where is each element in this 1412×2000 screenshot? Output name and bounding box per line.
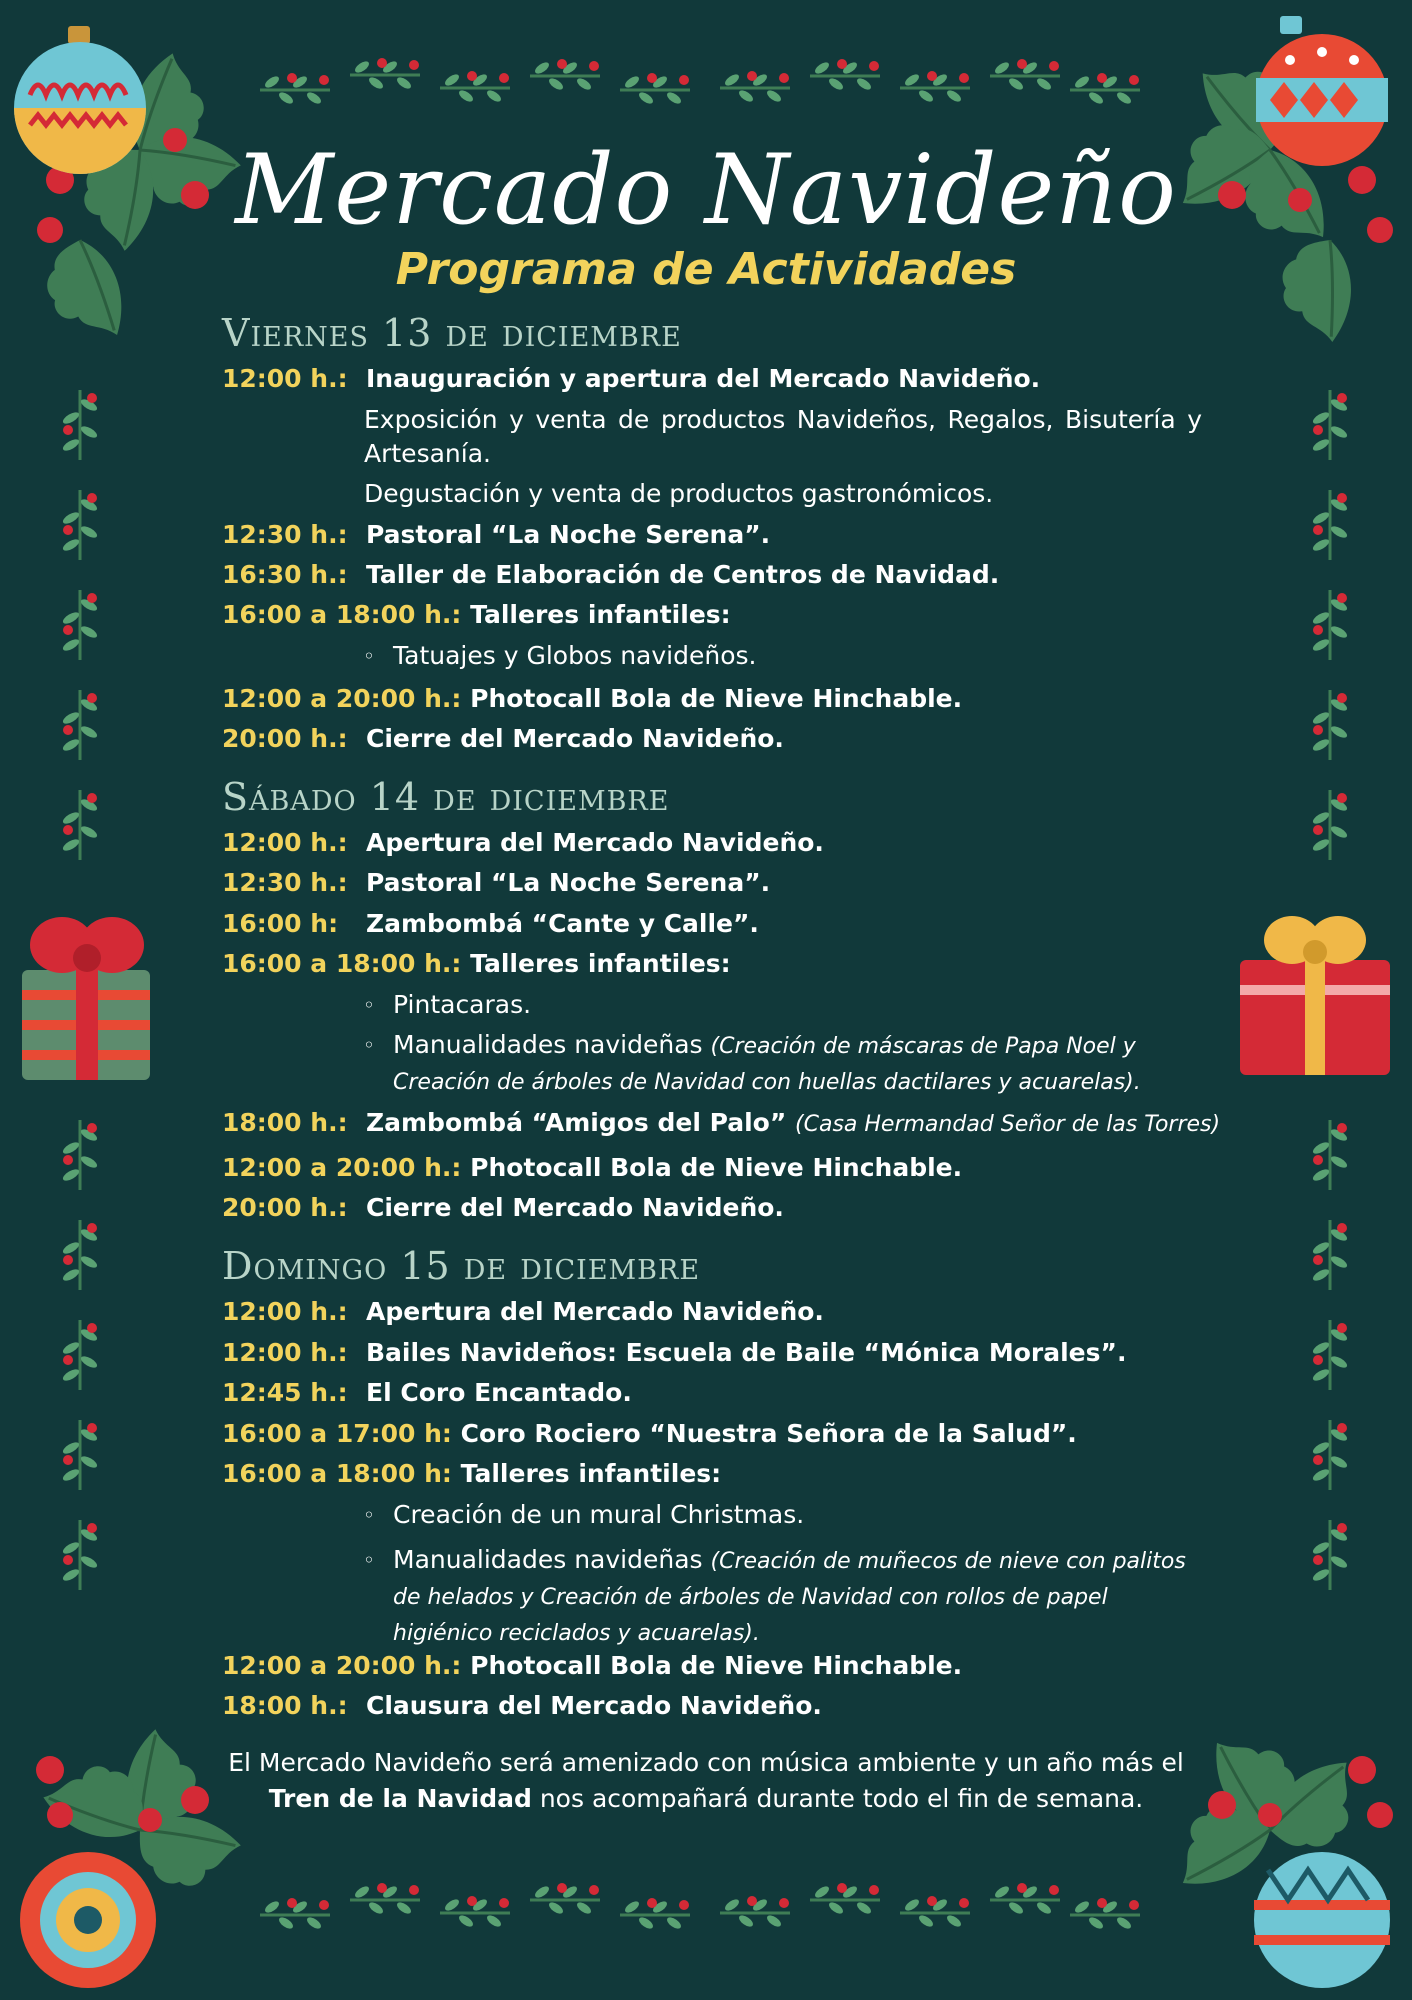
- event-text: Zambombá “Cante y Calle”.: [366, 909, 759, 938]
- event-text: Pastoral “La Noche Serena”.: [366, 868, 771, 897]
- bullet-text: Creación de un mural Christmas.: [393, 1500, 805, 1529]
- event-time: 20:00 h.:: [222, 724, 348, 753]
- event-description: Exposición y venta de productos Navideños, Regalos, Bisutería y Artesanía.: [364, 405, 1202, 468]
- schedule-row: [222, 1191, 1202, 1225]
- bullet-icon: ◦: [363, 1503, 375, 1527]
- event-text: Coro Rociero “Nuestra Señora de la Salud”.: [460, 1419, 1077, 1448]
- event-time: 18:00 h.:: [222, 1108, 348, 1137]
- list-item: [363, 1028, 1203, 1100]
- event-text: Talleres infantiles:: [470, 600, 731, 629]
- schedule-row: [222, 826, 1202, 860]
- event-time: 12:00 h.:: [222, 1338, 348, 1367]
- event-time: 20:00 h.:: [222, 1193, 348, 1222]
- event-time: 16:30 h.:: [222, 560, 348, 589]
- schedule-row: [222, 1151, 1202, 1185]
- schedule-row: [222, 947, 1202, 981]
- footer-highlight: Tren de la Navidad: [268, 1784, 532, 1813]
- event-text: Cierre del Mercado Navideño.: [366, 724, 784, 753]
- event-text: Pastoral “La Noche Serena”.: [366, 520, 771, 549]
- schedule-row: [222, 1417, 1202, 1451]
- event-text: Photocall Bola de Nieve Hinchable.: [470, 684, 963, 713]
- schedule-row: [222, 1457, 1202, 1491]
- bullet-icon: ◦: [363, 1548, 375, 1572]
- schedule-row: [222, 722, 1202, 756]
- list-item: [363, 639, 1203, 673]
- schedule-row: [222, 866, 1202, 900]
- event-time: 18:00 h.:: [222, 1691, 348, 1720]
- schedule-row: [222, 598, 1202, 632]
- event-text: Taller de Elaboración de Centros de Navidad.: [366, 560, 1000, 589]
- event-text: Bailes Navideños: Escuela de Baile “Mónica Morales”.: [366, 1338, 1127, 1367]
- day-heading-viernes: Viernes 13 de diciembre: [222, 311, 682, 355]
- event-note: (Casa Hermandad Señor de las Torres): [795, 1112, 1221, 1137]
- page-subtitle: Programa de Actividades: [395, 244, 1017, 295]
- event-time: 12:00 a 20:00 h.:: [222, 1153, 462, 1182]
- schedule-row: [222, 1295, 1202, 1329]
- gift-left-icon: [22, 917, 150, 1080]
- event-text: El Coro Encantado.: [366, 1378, 632, 1407]
- event-time: 16:00 a 17:00 h:: [222, 1419, 452, 1448]
- event-time: 12:00 a 20:00 h.:: [222, 1651, 462, 1680]
- event-text: Inauguración y apertura del Mercado Navideño.: [366, 364, 1041, 393]
- event-time: 12:45 h.:: [222, 1378, 348, 1407]
- bullet-icon: ◦: [363, 644, 375, 668]
- day-heading-domingo: Domingo 15 de diciembre: [222, 1244, 701, 1288]
- ornament-bottom-left-icon: [20, 1852, 156, 1988]
- ornament-bottom-right-icon: [1254, 1852, 1390, 1988]
- bullet-icon: ◦: [363, 993, 375, 1017]
- schedule-row: [222, 682, 1202, 716]
- footer-line-2: nos acompañará durante todo el fin de semana.: [539, 1784, 1144, 1813]
- event-text: Clausura del Mercado Navideño.: [366, 1691, 822, 1720]
- event-time: 16:00 h:: [222, 909, 339, 938]
- day-heading-sabado: Sábado 14 de diciembre: [222, 775, 670, 819]
- bullet-note: (Creación de muñecos de nieve con palitos de helados y Creación de árboles de Navidad con rollos de papel higiénico reciclados y acuarelas).: [393, 1549, 1186, 1646]
- bullet-text: Manualidades navideñas: [393, 1030, 703, 1059]
- bottom-garland: [260, 1883, 1140, 1931]
- list-item: [363, 988, 1203, 1022]
- event-text: Cierre del Mercado Navideño.: [366, 1193, 784, 1222]
- event-time: 12:00 a 20:00 h.:: [222, 684, 462, 713]
- bullet-text: Manualidades navideñas: [393, 1545, 703, 1574]
- footer-note: [180, 1745, 1232, 1817]
- bullet-note: (Creación de máscaras de Papa Noel y Creación de árboles de Navidad con huellas dactilares y acuarelas).: [393, 1034, 1141, 1095]
- schedule-row: [222, 1649, 1202, 1683]
- event-time: 12:30 h.:: [222, 868, 348, 897]
- bullet-text: Tatuajes y Globos navideños.: [393, 641, 757, 670]
- bullet-icon: ◦: [363, 1033, 375, 1057]
- event-description: Degustación y venta de productos gastronómicos.: [364, 479, 994, 508]
- event-text: Zambombá “Amigos del Palo”: [366, 1108, 787, 1137]
- event-time: 16:00 a 18:00 h.:: [222, 949, 462, 978]
- event-text: Apertura del Mercado Navideño.: [366, 1297, 824, 1326]
- event-time: 12:30 h.:: [222, 520, 348, 549]
- schedule-row: [222, 1376, 1202, 1410]
- event-time: 16:00 a 18:00 h.:: [222, 600, 462, 629]
- footer-line-1: El Mercado Navideño será amenizado con música ambiente y un año más el: [228, 1748, 1184, 1777]
- schedule-row: [222, 362, 1202, 396]
- schedule-row: [222, 1336, 1202, 1370]
- list-item: [363, 1543, 1203, 1651]
- event-time: 12:00 h.:: [222, 364, 348, 393]
- schedule-row: [222, 518, 1202, 552]
- event-text: Talleres infantiles:: [460, 1459, 722, 1488]
- event-text: Apertura del Mercado Navideño.: [366, 828, 824, 857]
- event-time: 12:00 h.:: [222, 828, 348, 857]
- schedule-row: [222, 558, 1202, 592]
- bullet-text: Pintacaras.: [393, 990, 532, 1019]
- event-text: Photocall Bola de Nieve Hinchable.: [470, 1651, 963, 1680]
- event-text: Talleres infantiles:: [470, 949, 731, 978]
- event-text: Photocall Bola de Nieve Hinchable.: [470, 1153, 963, 1182]
- event-time: 16:00 a 18:00 h:: [222, 1459, 452, 1488]
- schedule-row: [222, 1689, 1202, 1723]
- schedule-row: [222, 907, 1202, 941]
- top-garland: [260, 58, 1140, 106]
- event-time: 12:00 h.:: [222, 1297, 348, 1326]
- list-item: [363, 1498, 1203, 1532]
- schedule-row: [222, 1106, 1221, 1142]
- page-title: Mercado Navideño: [235, 134, 1177, 246]
- gift-right-icon: [1240, 916, 1390, 1075]
